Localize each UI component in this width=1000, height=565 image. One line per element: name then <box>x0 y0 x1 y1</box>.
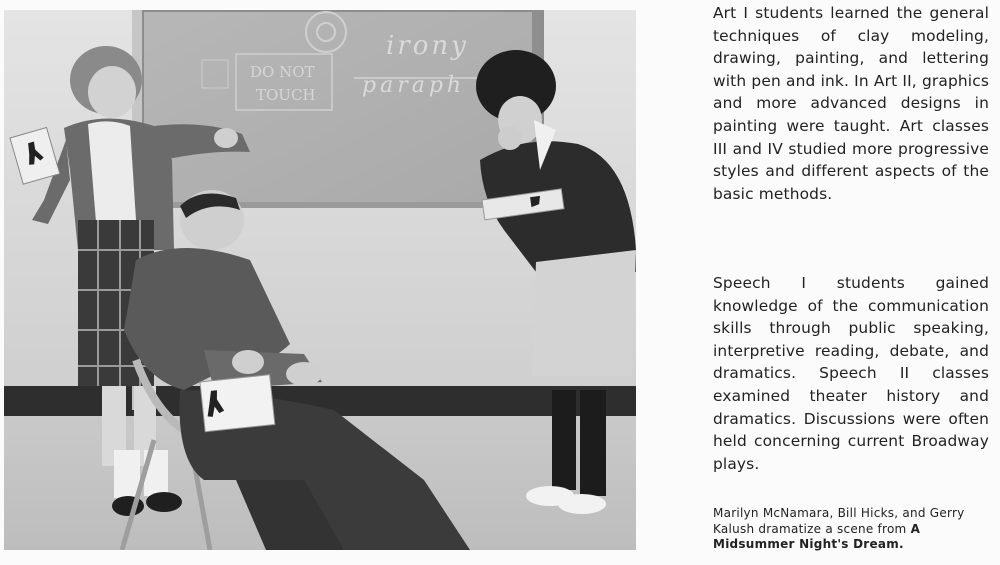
class-photo <box>4 10 636 550</box>
chalk-word-do-not: DO NOT <box>250 63 315 81</box>
photo-caption <box>713 506 989 553</box>
art-paragraph: Art I students learned the general techniques of clay modeling, drawing, painting, and lettering with pen and ink. In Art II, graphics and more advanced designs in painting were taught. Art classes III and IV studied more progressive styles and different aspects of the basic methods. <box>713 4 989 203</box>
chalk-word-paraph: paraph <box>362 73 466 98</box>
caption-names: Marilyn McNamara, Bill Hicks, and Gerry Kalush dramatize a scene from <box>713 506 965 536</box>
book-boy <box>200 375 275 432</box>
speech-paragraph: Speech I students gained knowledge of the communication skills through public speaking, interpretive reading, debate, and dramatics. Speech II classes examined theater history and dramatics. Discussions were often held concerning current Broadway plays. <box>713 274 989 473</box>
chalk-word-touch: TOUCH <box>256 86 316 104</box>
chalk-word-irony: irony <box>386 31 469 61</box>
caption-play-title: A Midsummer Night's Dream. <box>713 521 921 551</box>
